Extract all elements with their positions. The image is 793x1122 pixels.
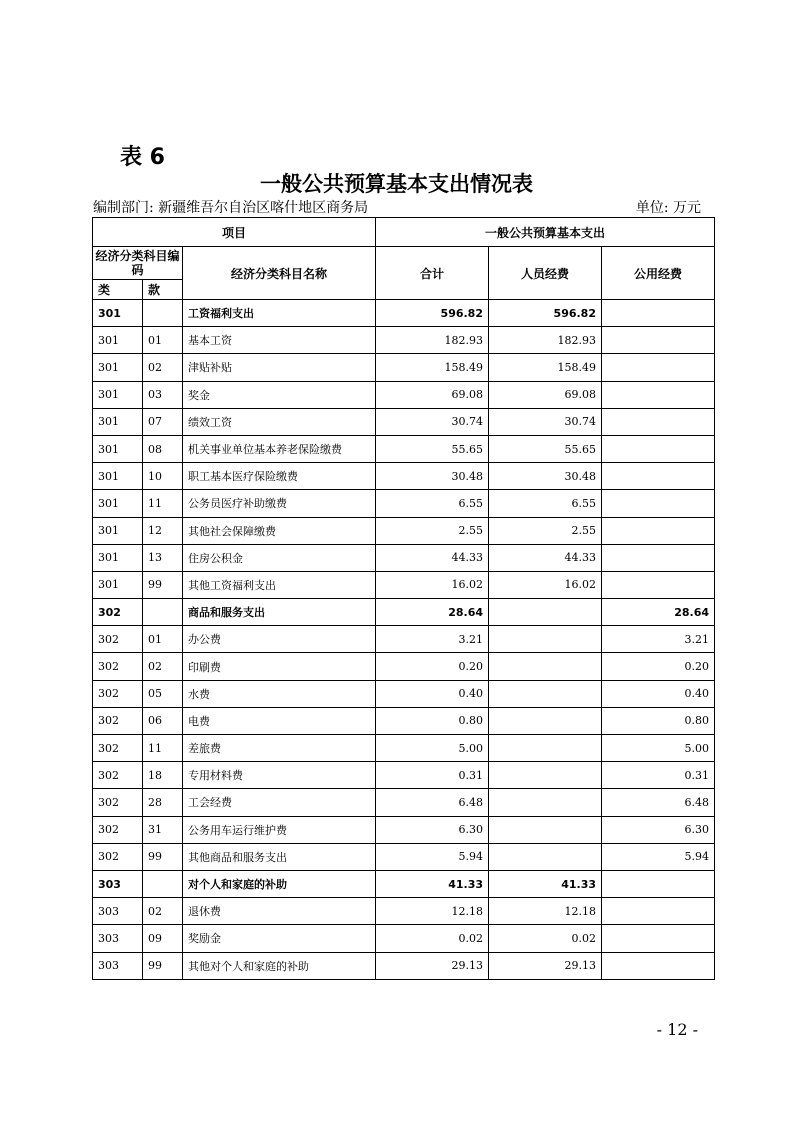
cell-class: 303 bbox=[93, 870, 143, 897]
cell-class: 303 bbox=[93, 898, 143, 925]
cell-public bbox=[602, 870, 715, 897]
cell-public bbox=[602, 408, 715, 435]
cell-total: 55.65 bbox=[376, 435, 489, 462]
cell-section: 06 bbox=[143, 707, 183, 734]
table-row bbox=[93, 898, 715, 925]
cell-section: 08 bbox=[143, 435, 183, 462]
cell-public bbox=[602, 490, 715, 517]
cell-section: 10 bbox=[143, 463, 183, 490]
cell-name: 公务用车运行维护费 bbox=[183, 816, 376, 843]
cell-name: 职工基本医疗保险缴费 bbox=[183, 463, 376, 490]
cell-name: 工资福利支出 bbox=[183, 300, 376, 327]
cell-section: 01 bbox=[143, 327, 183, 354]
cell-total: 0.80 bbox=[376, 707, 489, 734]
cell-public bbox=[602, 544, 715, 571]
cell-name: 专用材料费 bbox=[183, 762, 376, 789]
cell-name: 其他对个人和家庭的补助 bbox=[183, 952, 376, 979]
cell-class: 301 bbox=[93, 381, 143, 408]
cell-section bbox=[143, 870, 183, 897]
cell-total: 29.13 bbox=[376, 952, 489, 979]
cell-total: 28.64 bbox=[376, 599, 489, 626]
cell-class: 302 bbox=[93, 735, 143, 762]
cell-public bbox=[602, 952, 715, 979]
cell-total: 2.55 bbox=[376, 517, 489, 544]
cell-section: 99 bbox=[143, 843, 183, 870]
table-row bbox=[93, 354, 715, 381]
cell-total: 41.33 bbox=[376, 870, 489, 897]
cell-name: 其他工资福利支出 bbox=[183, 571, 376, 598]
cell-personnel bbox=[489, 626, 602, 653]
table-body bbox=[93, 300, 715, 980]
cell-total: 30.48 bbox=[376, 463, 489, 490]
table-row bbox=[93, 435, 715, 462]
cell-section: 02 bbox=[143, 898, 183, 925]
cell-class: 303 bbox=[93, 952, 143, 979]
cell-section: 02 bbox=[143, 354, 183, 381]
cell-name: 住房公积金 bbox=[183, 544, 376, 571]
cell-section: 13 bbox=[143, 544, 183, 571]
table-row bbox=[93, 381, 715, 408]
cell-name: 退休费 bbox=[183, 898, 376, 925]
cell-total: 0.40 bbox=[376, 680, 489, 707]
table-row bbox=[93, 571, 715, 598]
cell-public: 3.21 bbox=[602, 626, 715, 653]
cell-name: 其他商品和服务支出 bbox=[183, 843, 376, 870]
header-expenditure: 一般公共预算基本支出 bbox=[376, 218, 715, 247]
table-row bbox=[93, 870, 715, 897]
cell-name: 印刷费 bbox=[183, 653, 376, 680]
cell-name: 基本工资 bbox=[183, 327, 376, 354]
cell-personnel: 16.02 bbox=[489, 571, 602, 598]
table-row bbox=[93, 463, 715, 490]
cell-public: 28.64 bbox=[602, 599, 715, 626]
cell-public: 6.48 bbox=[602, 789, 715, 816]
cell-total: 0.31 bbox=[376, 762, 489, 789]
cell-class: 301 bbox=[93, 490, 143, 517]
cell-personnel: 0.02 bbox=[489, 925, 602, 952]
cell-total: 6.48 bbox=[376, 789, 489, 816]
cell-section: 12 bbox=[143, 517, 183, 544]
table-row bbox=[93, 789, 715, 816]
cell-class: 302 bbox=[93, 843, 143, 870]
cell-class: 302 bbox=[93, 653, 143, 680]
header-code: 经济分类科目编码 bbox=[93, 247, 183, 280]
cell-section bbox=[143, 300, 183, 327]
cell-personnel bbox=[489, 707, 602, 734]
cell-class: 301 bbox=[93, 435, 143, 462]
cell-total: 6.30 bbox=[376, 816, 489, 843]
header-name: 经济分类科目名称 bbox=[183, 247, 376, 300]
cell-class: 301 bbox=[93, 517, 143, 544]
cell-total: 158.49 bbox=[376, 354, 489, 381]
cell-personnel: 55.65 bbox=[489, 435, 602, 462]
cell-personnel bbox=[489, 735, 602, 762]
compiling-department: 编制部门: 新疆维吾尔自治区喀什地区商务局 bbox=[93, 200, 369, 216]
cell-class: 301 bbox=[93, 544, 143, 571]
cell-section bbox=[143, 599, 183, 626]
cell-personnel bbox=[489, 599, 602, 626]
cell-name: 其他社会保障缴费 bbox=[183, 517, 376, 544]
cell-total: 6.55 bbox=[376, 490, 489, 517]
cell-public bbox=[602, 925, 715, 952]
cell-total: 5.00 bbox=[376, 735, 489, 762]
cell-name: 差旅费 bbox=[183, 735, 376, 762]
cell-name: 商品和服务支出 bbox=[183, 599, 376, 626]
cell-class: 302 bbox=[93, 680, 143, 707]
header-section: 款 bbox=[143, 280, 183, 300]
cell-personnel bbox=[489, 762, 602, 789]
cell-personnel bbox=[489, 843, 602, 870]
header-item: 项目 bbox=[93, 218, 376, 247]
cell-public: 0.31 bbox=[602, 762, 715, 789]
table-row bbox=[93, 327, 715, 354]
cell-public: 0.20 bbox=[602, 653, 715, 680]
cell-public bbox=[602, 354, 715, 381]
cell-name: 水费 bbox=[183, 680, 376, 707]
cell-public bbox=[602, 327, 715, 354]
cell-total: 44.33 bbox=[376, 544, 489, 571]
cell-class: 301 bbox=[93, 463, 143, 490]
cell-total: 5.94 bbox=[376, 843, 489, 870]
cell-public bbox=[602, 435, 715, 462]
page-title: 一般公共预算基本支出情况表 bbox=[260, 172, 533, 196]
cell-public: 0.40 bbox=[602, 680, 715, 707]
cell-public bbox=[602, 898, 715, 925]
cell-personnel: 44.33 bbox=[489, 544, 602, 571]
cell-public bbox=[602, 463, 715, 490]
cell-personnel bbox=[489, 680, 602, 707]
cell-class: 302 bbox=[93, 762, 143, 789]
cell-section: 11 bbox=[143, 490, 183, 517]
cell-personnel bbox=[489, 653, 602, 680]
cell-name: 机关事业单位基本养老保险缴费 bbox=[183, 435, 376, 462]
cell-personnel: 41.33 bbox=[489, 870, 602, 897]
cell-section: 11 bbox=[143, 735, 183, 762]
cell-section: 18 bbox=[143, 762, 183, 789]
cell-section: 02 bbox=[143, 653, 183, 680]
cell-section: 03 bbox=[143, 381, 183, 408]
cell-personnel: 29.13 bbox=[489, 952, 602, 979]
budget-table bbox=[92, 217, 715, 980]
header-public: 公用经费 bbox=[602, 247, 715, 300]
table-label: 表 6 bbox=[120, 145, 165, 170]
cell-name: 公务员医疗补助缴费 bbox=[183, 490, 376, 517]
cell-personnel: 182.93 bbox=[489, 327, 602, 354]
table-row bbox=[93, 408, 715, 435]
table-row bbox=[93, 599, 715, 626]
cell-name: 电费 bbox=[183, 707, 376, 734]
table-row bbox=[93, 816, 715, 843]
cell-class: 301 bbox=[93, 408, 143, 435]
page-number: - 12 - bbox=[656, 1020, 698, 1039]
table-row bbox=[93, 490, 715, 517]
cell-public: 6.30 bbox=[602, 816, 715, 843]
header-total: 合计 bbox=[376, 247, 489, 300]
cell-total: 3.21 bbox=[376, 626, 489, 653]
cell-name: 对个人和家庭的补助 bbox=[183, 870, 376, 897]
cell-public: 0.80 bbox=[602, 707, 715, 734]
cell-class: 301 bbox=[93, 300, 143, 327]
cell-section: 99 bbox=[143, 571, 183, 598]
cell-personnel: 6.55 bbox=[489, 490, 602, 517]
cell-name: 绩效工资 bbox=[183, 408, 376, 435]
table-row bbox=[93, 707, 715, 734]
cell-total: 69.08 bbox=[376, 381, 489, 408]
table-row bbox=[93, 843, 715, 870]
cell-section: 31 bbox=[143, 816, 183, 843]
cell-section: 07 bbox=[143, 408, 183, 435]
cell-class: 302 bbox=[93, 789, 143, 816]
cell-section: 05 bbox=[143, 680, 183, 707]
cell-personnel: 69.08 bbox=[489, 381, 602, 408]
cell-personnel: 12.18 bbox=[489, 898, 602, 925]
cell-name: 奖金 bbox=[183, 381, 376, 408]
table-row bbox=[93, 300, 715, 327]
cell-total: 16.02 bbox=[376, 571, 489, 598]
cell-section: 99 bbox=[143, 952, 183, 979]
cell-class: 302 bbox=[93, 626, 143, 653]
table-row bbox=[93, 653, 715, 680]
table-row bbox=[93, 680, 715, 707]
cell-section: 09 bbox=[143, 925, 183, 952]
cell-class: 302 bbox=[93, 707, 143, 734]
table-row bbox=[93, 626, 715, 653]
cell-personnel: 596.82 bbox=[489, 300, 602, 327]
table-row bbox=[93, 952, 715, 979]
cell-personnel: 158.49 bbox=[489, 354, 602, 381]
cell-total: 0.02 bbox=[376, 925, 489, 952]
cell-total: 596.82 bbox=[376, 300, 489, 327]
cell-personnel bbox=[489, 816, 602, 843]
cell-name: 办公费 bbox=[183, 626, 376, 653]
cell-public: 5.00 bbox=[602, 735, 715, 762]
cell-personnel bbox=[489, 789, 602, 816]
cell-name: 奖励金 bbox=[183, 925, 376, 952]
unit-label: 单位: 万元 bbox=[635, 200, 701, 216]
table-row bbox=[93, 544, 715, 571]
cell-name: 津贴补贴 bbox=[183, 354, 376, 381]
cell-total: 30.74 bbox=[376, 408, 489, 435]
cell-personnel: 30.48 bbox=[489, 463, 602, 490]
cell-public bbox=[602, 571, 715, 598]
cell-total: 182.93 bbox=[376, 327, 489, 354]
cell-class: 301 bbox=[93, 327, 143, 354]
cell-personnel: 30.74 bbox=[489, 408, 602, 435]
header-personnel: 人员经费 bbox=[489, 247, 602, 300]
cell-public bbox=[602, 517, 715, 544]
cell-total: 0.20 bbox=[376, 653, 489, 680]
cell-name: 工会经费 bbox=[183, 789, 376, 816]
cell-personnel: 2.55 bbox=[489, 517, 602, 544]
cell-public bbox=[602, 381, 715, 408]
table-row bbox=[93, 925, 715, 952]
cell-class: 302 bbox=[93, 599, 143, 626]
cell-total: 12.18 bbox=[376, 898, 489, 925]
table-row bbox=[93, 735, 715, 762]
cell-class: 303 bbox=[93, 925, 143, 952]
cell-class: 302 bbox=[93, 816, 143, 843]
table-row bbox=[93, 762, 715, 789]
cell-section: 01 bbox=[143, 626, 183, 653]
header-class: 类 bbox=[93, 280, 143, 300]
cell-public bbox=[602, 300, 715, 327]
cell-section: 28 bbox=[143, 789, 183, 816]
table-row bbox=[93, 517, 715, 544]
cell-class: 301 bbox=[93, 354, 143, 381]
cell-class: 301 bbox=[93, 571, 143, 598]
cell-public: 5.94 bbox=[602, 843, 715, 870]
